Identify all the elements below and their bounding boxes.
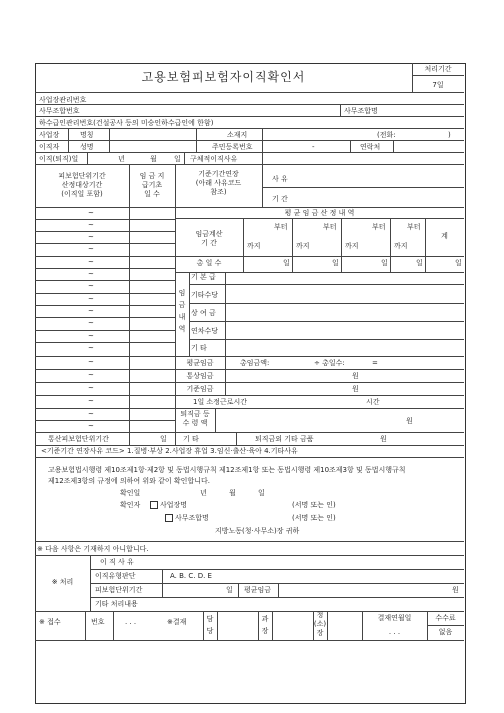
owner-checkbox[interactable] [150,501,187,510]
rrn-label: 주민등록번호 [212,143,253,151]
union-sign: (서명 또는 인) [292,514,336,522]
divider [272,611,273,640]
divider [35,164,464,165]
approval-date-label: 결재연월일 [377,614,412,622]
wage-period-label: 임금계산 기 간 [195,230,223,247]
to-label: 까지 [345,242,359,250]
period-tilde: ~ [88,209,94,217]
divider [35,432,464,433]
period-tilde: ~ [88,344,94,352]
workplace-name-label: 명칭 [80,131,94,139]
divider [35,369,175,370]
type-options: A. B. C. D. E [170,572,212,580]
divider [35,219,175,220]
divider [175,356,464,357]
period-tilde: ~ [88,410,94,418]
confirmation-text: 고용보험법시행령 제10조제1항·제2항 및 동법시행규칙 제12조제1항 또는 동법시행령 제10조제3항 및 동법시행규칙 제12조제3항의 규정에 의하여 위와 같이 확인합니다. [48,466,406,485]
divider [35,640,464,641]
workplace-no-label: 사업장관리번호 [39,96,87,104]
period-tilde: ~ [88,258,94,266]
work-hours-label: 1일 소정근로시간 [192,398,247,406]
extension-header: 기준기간연장 (아래 사유코드 참조) [195,170,242,196]
union-label: 사무조합명 [175,514,209,522]
from-label: 부터 [407,223,421,231]
leave-date-day: 일 [174,155,181,163]
confirmer-label: 확인자 [120,501,141,509]
divider [35,382,175,383]
leave-reason-label: 이 직 사 유 [100,558,134,566]
divider [35,395,175,396]
divider [236,432,237,445]
period-tilde: ~ [88,371,94,379]
leave-date-label: 이직(퇴직)일 [39,155,79,163]
divider [175,382,464,383]
fee-label: 수수료 [435,614,456,622]
period-tilde: ~ [88,358,94,366]
divider [341,218,342,272]
period-tilde: ~ [88,384,94,392]
checkbox-icon [165,514,173,522]
divider [35,92,464,93]
divider [427,625,464,626]
day-unit: 일 [283,259,290,267]
divider [90,583,464,584]
address-label: 소재지 [227,131,248,139]
office-note: ※ 다음 사항은 기재하지 아니합니다. [37,545,149,553]
total-wage-label: 총임금액: [240,359,270,367]
divider [184,152,185,164]
other-money-label: 퇴직금외 기타 금품 [255,435,314,443]
reason-label: 구체적이직사유 [190,155,238,163]
divider [35,317,175,318]
divider [35,555,464,556]
leave-date-month: 월 [150,155,157,163]
staff-label: 담 당 [206,615,214,635]
etc-label: 기 타 [191,344,207,352]
receipt-dots: . . . [125,618,137,626]
period-tilde: ~ [88,270,94,278]
fee-value: 없음 [438,628,453,636]
divider [35,243,175,244]
divider [225,272,226,356]
rrn-dash: - [312,143,315,151]
addressee: 지방노동(청·사무소)장 귀하 [215,527,300,535]
divider [85,611,86,640]
divider [35,611,464,612]
divider [90,569,464,570]
period-tilde: ~ [88,245,94,253]
processing-period-label: 처리기간 [424,65,452,73]
office-avg-wage-won: 원 [452,586,459,594]
divider [35,305,175,306]
divider [175,369,464,370]
total-insured-day: 일 [160,435,167,443]
office-avg-wage-label: 평균임금 [244,586,272,594]
divider [35,356,175,357]
period-tilde: ~ [88,233,94,241]
to-label: 까지 [247,242,261,250]
office-union-label: 사무조합명 [344,107,378,115]
divider [340,104,341,116]
office-insured-day: 일 [226,586,233,594]
divider [35,457,464,458]
etc2-label: 기 타 [183,435,199,443]
divider [189,321,464,322]
workplace-label: 사업장 [39,131,60,139]
divider [292,218,293,272]
other-allowance-label: 기타수당 [191,291,219,299]
phone-close: ) [448,131,451,139]
phone-label: (전화: [377,131,396,139]
divider [35,420,175,421]
day-unit: 일 [455,259,462,267]
divider [35,445,464,446]
period-tilde: ~ [88,307,94,315]
processing-period-value: 7일 [432,81,444,89]
wage-breakdown-side: 임 금 내 역 [178,289,186,333]
office-insured-label: 피보험단위기간 [95,586,143,594]
divider [327,611,328,640]
confirm-month: 월 [229,489,236,497]
from-label: 부터 [372,223,386,231]
divider [175,408,464,409]
from-label: 부터 [274,223,288,231]
divider [35,330,175,331]
divider [262,152,263,164]
base-wage-won: 원 [352,385,359,393]
divider [35,231,175,232]
divider [35,104,464,105]
div-days-label: ÷ 총일수: [314,359,345,367]
confirm-day: 일 [258,489,265,497]
annual-allowance-label: 연차수당 [191,327,219,335]
divider [262,187,464,188]
owner-label: 사업장명 [160,501,188,509]
divider [35,128,464,129]
chief-label: 청 (소) 장 [313,611,327,637]
divider [350,140,351,152]
day-unit: 일 [332,259,339,267]
severance-won: 원 [406,417,413,425]
total-label: 계 [441,232,448,240]
approval-label: ※결재 [167,618,187,626]
divider [35,116,464,117]
extension-reason: 사 유 [272,175,288,183]
subcontract-no-label: 하수급인관리번호(건설공사 등의 미승인하수급인에 한함) [39,119,214,127]
day-unit: 일 [416,259,423,267]
divider [35,140,464,141]
from-label: 부터 [323,223,337,231]
divider [225,356,226,395]
normal-wage-label: 통상임금 [186,372,214,380]
business-no-label: 사무조합번호 [39,107,80,115]
divider [393,140,394,152]
work-hours-unit: 시간 [366,398,380,406]
divider [390,218,391,272]
divider [215,408,216,432]
period-tilde: ~ [88,282,94,290]
union-checkbox[interactable] [165,514,209,523]
day-unit: 일 [381,259,388,267]
normal-wage-won: 원 [352,372,359,380]
processing-label: ※ 처리 [51,578,74,586]
approval-date-dots: . . . [388,628,401,636]
page-title: 고용보험피보험자이직확인서 [141,70,306,84]
divider [87,152,88,164]
checkbox-icon [150,501,158,509]
contact-label: 연락처 [360,143,381,151]
period-tilde: ~ [88,295,94,303]
leaver-label: 이직자 [39,143,60,151]
divider [175,272,464,273]
other-money-won: 원 [380,435,387,443]
section-label: 과 장 [261,615,269,635]
period-tilde: ~ [88,422,94,430]
base-pay-label: 기 본 급 [191,273,216,281]
divider [262,164,263,207]
extension-period: 기 간 [272,195,288,203]
equals-label: = [372,359,378,367]
divider [113,611,114,640]
leaver-name-label: 성명 [80,143,94,151]
divider [35,541,464,542]
divider [175,395,464,396]
divider [90,597,464,598]
divider [278,583,279,597]
type-judgment-label: 이직유형판단 [95,572,136,580]
total-insured-period-label: 통산피보험단위기간 [48,435,109,443]
divider [262,128,263,140]
divider [189,339,464,340]
severance-label: 퇴직금 등 수 령 액 [180,410,210,427]
divider [35,408,175,409]
divider [238,583,239,597]
wage-days-header: 임 금 지 급기초 일 수 [139,172,165,198]
wage-title: 평 균 임 금 산 정 내 역 [284,209,355,217]
divider [35,268,175,269]
confirm-year: 년 [200,489,207,497]
number-label: 번호 [91,618,105,626]
divider [35,152,464,153]
divider [425,218,426,272]
receipt-label: ※ 접수 [39,618,61,626]
divider [262,140,263,152]
insured-period-header: 피보험단위기간 산정대상기간 (이직일 포함) [58,172,106,198]
divider [412,75,464,76]
divider [243,218,244,272]
divider [35,256,175,257]
avg-wage-label: 평균임금 [186,359,214,367]
divider [189,303,464,304]
period-tilde: ~ [88,319,94,327]
divider [175,256,464,257]
to-label: 까지 [394,242,408,250]
code-note: <기준기간 연장사유 코드> 1.질병·부상 2.사업장 휴업 3.임신·출산·육아 4.기타사유 [41,447,298,455]
confirm-date-label: 확인일 [120,489,141,497]
divider [35,207,175,208]
base-wage-label: 기준임금 [186,385,214,393]
divider [175,218,464,219]
period-tilde: ~ [88,397,94,405]
total-days-label: 총 일 수 [196,259,222,267]
divider [35,280,175,281]
period-tilde: ~ [88,332,94,340]
owner-sign: (서명 또는 인) [292,501,336,509]
divider [35,342,175,343]
bonus-label: 상 여 금 [191,309,216,317]
to-label: 까지 [296,242,310,250]
divider [35,293,175,294]
other-processing-label: 기타 처리내용 [95,600,138,608]
period-tilde: ~ [88,221,94,229]
divider [217,611,218,640]
divider [189,284,464,285]
leave-date-year: 년 [118,155,125,163]
